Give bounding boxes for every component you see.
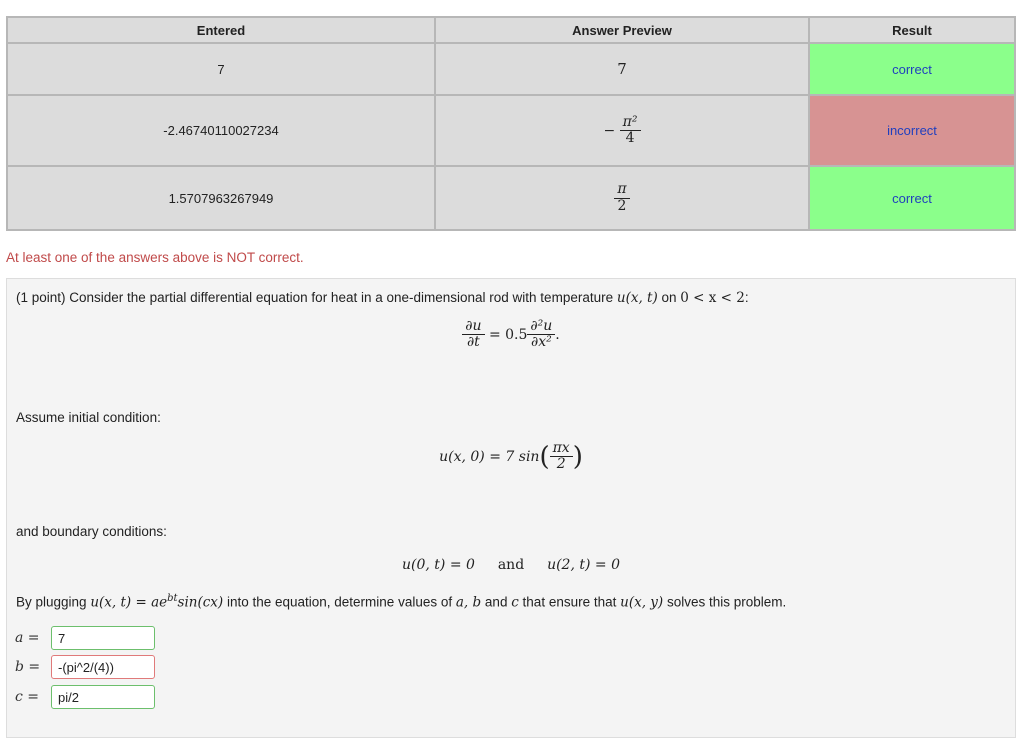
- ic-fraction: [550, 441, 573, 473]
- answer-row-c: [15, 685, 155, 709]
- entered-cell: -2.46740110027234: [7, 95, 435, 166]
- warning-message: At least one of the answers above is NOT correct.: [6, 250, 304, 265]
- ic-paren-close: ): [572, 441, 583, 472]
- result-cell: incorrect: [809, 95, 1015, 166]
- initial-condition-equation: [7, 441, 1015, 473]
- table-row: [7, 95, 1015, 166]
- answer-row-a: [15, 626, 155, 650]
- answer-a-label: a =: [15, 630, 40, 646]
- header-answer-preview: Answer Preview: [435, 17, 809, 43]
- preview-cell: [435, 166, 809, 230]
- result-cell: correct: [809, 166, 1015, 230]
- plug-and: and: [484, 594, 508, 610]
- plug-expression: u(x, t) = ae: [90, 594, 168, 611]
- answer-b-input[interactable]: [51, 655, 155, 679]
- intro-on: on: [661, 290, 677, 305]
- plug-sin: sin(cx): [177, 594, 224, 611]
- plug-exponent: bt: [167, 593, 178, 604]
- preview-numerator: π: [614, 182, 629, 198]
- header-result: Result: [809, 17, 1015, 43]
- pde-lhs: [462, 319, 484, 351]
- preview-fraction: [614, 182, 629, 214]
- preview-cell: 7: [435, 43, 809, 95]
- header-entered: Entered: [7, 17, 435, 43]
- pde-lhs-numerator: ∂u: [462, 319, 484, 335]
- plug-instruction: [16, 593, 786, 611]
- pde-equation: [7, 319, 1015, 351]
- intro-range: 0 < x < 2: [680, 290, 745, 306]
- preview-denominator: 2: [617, 197, 627, 214]
- intro-colon: :: [744, 290, 749, 305]
- ic-numerator: πx: [550, 441, 573, 457]
- answer-c-label: c =: [15, 689, 40, 705]
- boundary-condition-label: and boundary conditions:: [16, 524, 167, 539]
- table-row: [7, 43, 1015, 95]
- pde-period: .: [555, 326, 560, 343]
- preview-fraction: [620, 115, 641, 147]
- problem-panel: [6, 278, 1016, 738]
- bc-left: u(0, t) = 0: [402, 557, 475, 573]
- bc-right: u(2, t) = 0: [547, 557, 620, 573]
- plug-prefix: By plugging: [16, 594, 87, 610]
- plug-middle: into the equation, determine values of: [226, 594, 453, 610]
- intro-function: u(x, t): [616, 290, 658, 306]
- pde-rhs-denominator: ∂x²: [530, 334, 552, 351]
- problem-intro: [16, 290, 749, 306]
- plug-end-a: that ensure that: [522, 594, 617, 610]
- answer-b-label: b =: [15, 659, 41, 675]
- plug-uxy: u(x, y): [620, 594, 664, 611]
- plug-vars: a, b: [455, 594, 482, 611]
- answer-c-input[interactable]: [51, 685, 155, 709]
- pde-rhs-numerator: ∂²u: [527, 319, 555, 335]
- preview-cell: [435, 95, 809, 166]
- results-table: [6, 16, 1016, 231]
- ic-paren-open: (: [539, 441, 550, 472]
- results-header-row: [7, 17, 1015, 43]
- result-cell: correct: [809, 43, 1015, 95]
- intro-text: (1 point) Consider the partial differential equation for heat in a one-dimensional rod with temperature: [16, 290, 614, 305]
- bc-and: and: [497, 557, 525, 573]
- pde-coefficient: = 0.5: [488, 326, 528, 343]
- preview-denominator: 4: [625, 130, 635, 146]
- answer-row-b: [15, 655, 155, 679]
- ic-denominator: 2: [556, 456, 566, 473]
- ic-lhs: u(x, 0) = 7 sin: [439, 448, 540, 465]
- answer-a-input[interactable]: [51, 626, 155, 650]
- entered-cell: 7: [7, 43, 435, 95]
- preview-sign: −: [603, 122, 616, 139]
- boundary-condition-equation: [7, 557, 1015, 573]
- preview-numerator: π²: [620, 115, 641, 131]
- initial-condition-label: Assume initial condition:: [16, 410, 161, 425]
- plug-end-b: solves this problem.: [666, 594, 787, 610]
- pde-rhs: [527, 319, 555, 351]
- plug-c: c: [511, 594, 519, 611]
- pde-lhs-denominator: ∂t: [466, 334, 480, 351]
- table-row: [7, 166, 1015, 230]
- entered-cell: 1.5707963267949: [7, 166, 435, 230]
